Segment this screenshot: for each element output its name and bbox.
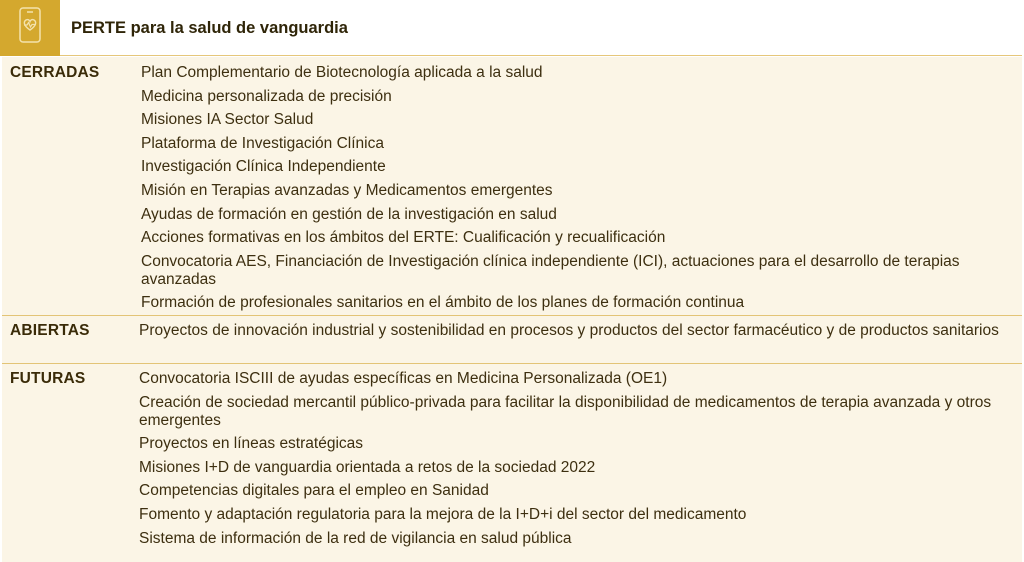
status-table xyxy=(2,57,1022,562)
list-item: Proyectos de innovación industrial y sostenibilidad en procesos y productos del sector farmacéutico y de productos sanitarios xyxy=(139,322,999,339)
list-item: Fomento y adaptación regulatoria para la mejora de la I+D+i del sector del medicamento xyxy=(139,505,747,523)
list-item: Formación de profesionales sanitarios en el ámbito de los planes de formación continua xyxy=(141,294,745,312)
list-item: Medicina personalizada de precisión xyxy=(141,87,392,105)
section-items xyxy=(130,322,1022,363)
section-cerradas xyxy=(2,57,1022,315)
list-item: Plataforma de Investigación Clínica xyxy=(141,134,384,152)
list-item: Misiones I+D de vanguardia orientada a retos de la sociedad 2022 xyxy=(139,458,596,476)
list-item: Convocatoria AES, Financiación de Investigación clínica independiente (ICI), actuaciones para el desarrollo de terapias avanzadas xyxy=(141,252,960,288)
header-icon-box xyxy=(0,0,60,56)
list-item: Investigación Clínica Independiente xyxy=(141,158,386,176)
page-title: PERTE para la salud de vanguardia xyxy=(71,18,348,37)
list-item: Competencias digitales para el empleo en Sanidad xyxy=(139,482,489,500)
list-item: Acciones formativas en los ámbitos del ERTE: Cualificación y recualificación xyxy=(141,229,666,247)
section-label: CERRADAS xyxy=(10,64,100,81)
section-items xyxy=(130,61,1022,312)
section-label: ABIERTAS xyxy=(10,322,90,339)
section-items xyxy=(130,370,1022,562)
list-item: Plan Complementario de Biotecnología aplicada a la salud xyxy=(141,64,543,81)
list-item: Proyectos en líneas estratégicas xyxy=(139,435,364,453)
section-label: FUTURAS xyxy=(10,370,86,387)
list-item: Misión en Terapias avanzadas y Medicamentos emergentes xyxy=(141,181,553,199)
section-futuras xyxy=(2,363,1022,562)
list-item: Creación de sociedad mercantil público-privada para facilitar la disponibilidad de medicamentos de terapia avanzada y otros emergentes xyxy=(139,393,992,429)
phone-heart-icon xyxy=(15,6,45,51)
header-divider xyxy=(60,55,1022,56)
header xyxy=(0,0,1024,56)
list-item: Convocatoria ISCIII de ayudas específicas en Medicina Personalizada (OE1) xyxy=(139,370,668,387)
list-item: Sistema de información de la red de vigilancia en salud pública xyxy=(139,529,572,547)
section-abiertas xyxy=(2,315,1022,363)
list-item: Misiones IA Sector Salud xyxy=(141,111,314,129)
list-item: Ayudas de formación en gestión de la investigación en salud xyxy=(141,205,557,223)
